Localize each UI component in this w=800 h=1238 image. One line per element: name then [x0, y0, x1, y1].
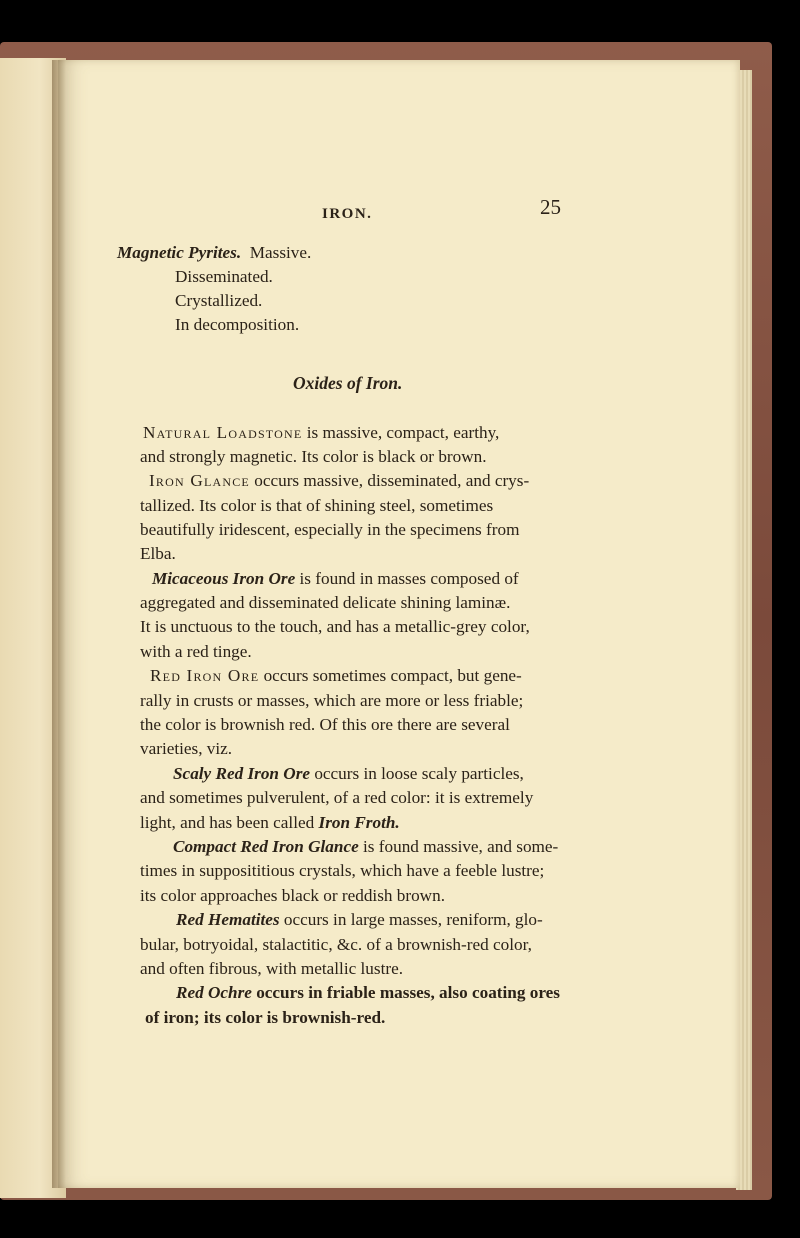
text-line: of iron; its color is brownish-red. — [145, 1008, 386, 1027]
text-line: Compact Red Iron Glance is found massive, and some- — [173, 837, 559, 856]
form-item: In decomposition. — [175, 315, 300, 334]
mineral-name: Magnetic Pyrites. — [117, 243, 242, 262]
magnetic-pyrites-line — [117, 240, 311, 267]
running-title: IRON. — [322, 206, 373, 222]
gutter-shadow — [52, 60, 66, 1188]
text-line: Iron Glance occurs massive, disseminated, and crys- — [149, 471, 530, 490]
form-item: Crystallized. — [175, 291, 263, 310]
text-line: times in supposititious crystals, which have a feeble lustre; — [140, 861, 545, 880]
text-line: Red Hematites occurs in large masses, reniform, glo- — [176, 910, 543, 929]
text-line: bular, botryoidal, stalactitic, &c. of a brownish-red color, — [140, 935, 532, 954]
mineral-form: Massive. — [249, 243, 312, 262]
text-line: its color approaches black or reddish brown. — [140, 886, 445, 905]
text-line: Scaly Red Iron Ore occurs in loose scaly particles, — [173, 764, 524, 783]
text-line: with a red tinge. — [140, 642, 252, 661]
section-heading: Oxides of Iron. — [293, 373, 403, 393]
text-line: and often fibrous, with metallic lustre. — [140, 959, 403, 978]
text-line: Natural Loadstone is massive, compact, earthy, — [143, 423, 500, 442]
form-item: Disseminated. — [175, 267, 273, 286]
text-line: varieties, viz. — [140, 739, 233, 758]
page-number: 25 — [540, 195, 561, 219]
text-line: Red Ochre occurs in friable masses, also coating ores — [176, 983, 560, 1002]
text-line: and sometimes pulverulent, of a red color: it is extremely — [140, 788, 534, 807]
text-line: Micaceous Iron Ore is found in masses composed of — [152, 569, 519, 588]
text-line: rally in crusts or masses, which are more or less friable; — [140, 691, 524, 710]
text-line: beautifully iridescent, especially in the specimens from — [140, 520, 520, 539]
text-line: and strongly magnetic. Its color is black or brown. — [140, 447, 487, 466]
text-line: the color is brownish red. Of this ore there are several — [140, 715, 510, 734]
text-line: aggregated and disseminated delicate shining laminæ. — [140, 593, 511, 612]
text-line: light, and has been called Iron Froth. — [140, 813, 400, 832]
text-line: It is unctuous to the touch, and has a metallic-grey color, — [140, 617, 530, 636]
text-line: Elba. — [140, 544, 176, 563]
text-line: tallized. Its color is that of shining steel, sometimes — [140, 496, 494, 515]
text-line: Red Iron Ore occurs sometimes compact, but gene- — [150, 666, 522, 685]
